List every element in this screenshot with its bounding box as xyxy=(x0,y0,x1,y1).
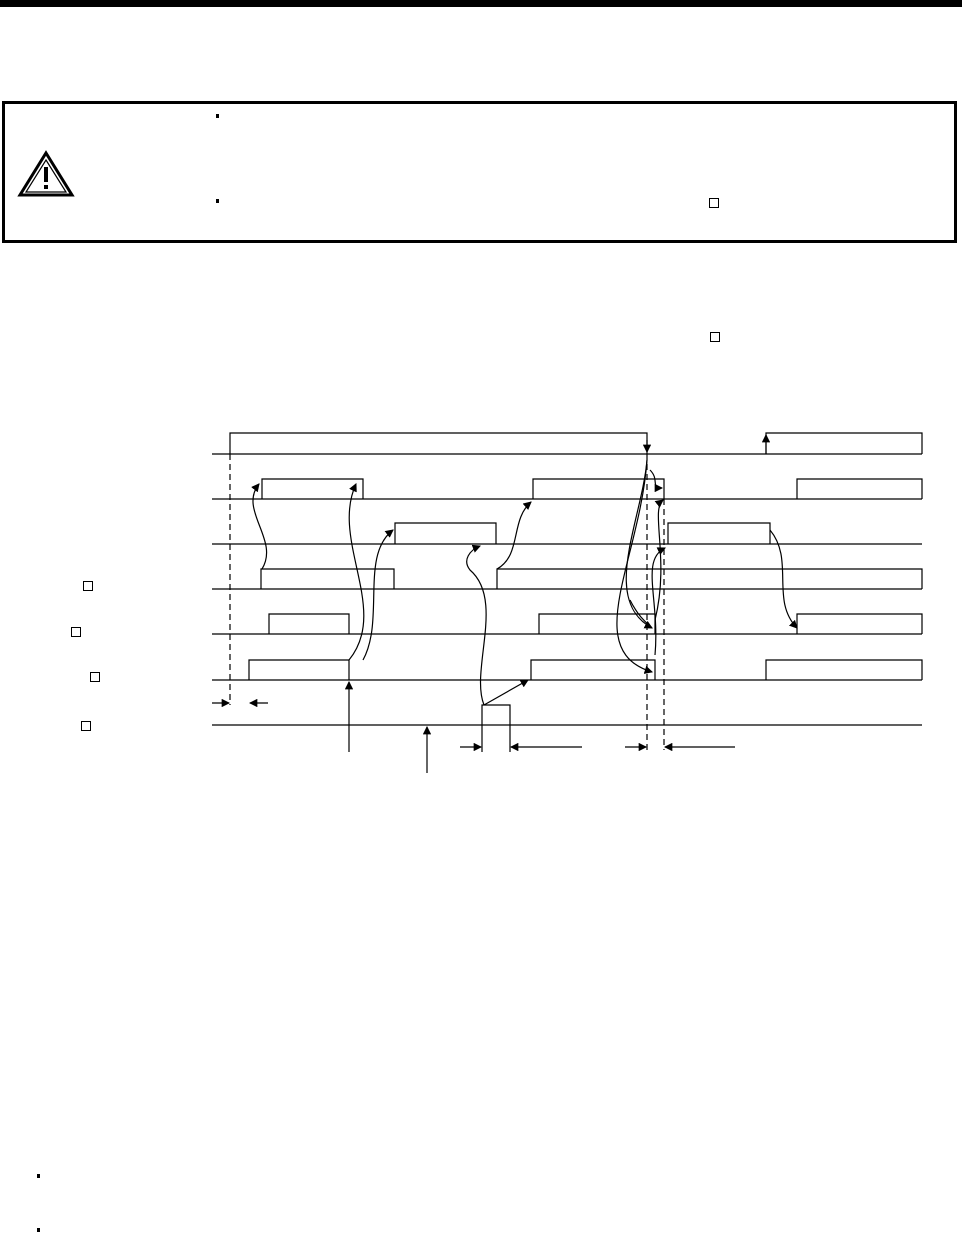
row-6-pulse xyxy=(766,660,922,680)
row-3-pulse xyxy=(395,523,496,544)
dependency-arrow xyxy=(253,484,267,569)
row-7-pulse xyxy=(482,705,510,725)
row-5-pulse xyxy=(269,614,349,634)
row-4-pulse xyxy=(497,569,922,589)
row-5-pulse xyxy=(797,614,922,634)
dependency-arrow xyxy=(363,530,393,660)
row-2-pulse xyxy=(797,479,922,499)
dependency-arrow xyxy=(484,680,528,705)
dependency-arrow xyxy=(770,530,797,628)
row-6-pulse xyxy=(531,660,655,680)
footer-bullet-2 xyxy=(37,1228,40,1232)
dependency-arrow xyxy=(497,502,531,569)
row-3-pulse xyxy=(668,523,770,544)
dependency-arrow xyxy=(467,546,486,705)
footer-bullet-1 xyxy=(37,1174,40,1178)
row-2-pulse xyxy=(262,479,363,499)
row-1-pulse xyxy=(766,433,922,454)
dependency-arrow xyxy=(655,500,663,620)
row-1-pulse xyxy=(230,433,647,454)
row-6-pulse xyxy=(249,660,349,680)
